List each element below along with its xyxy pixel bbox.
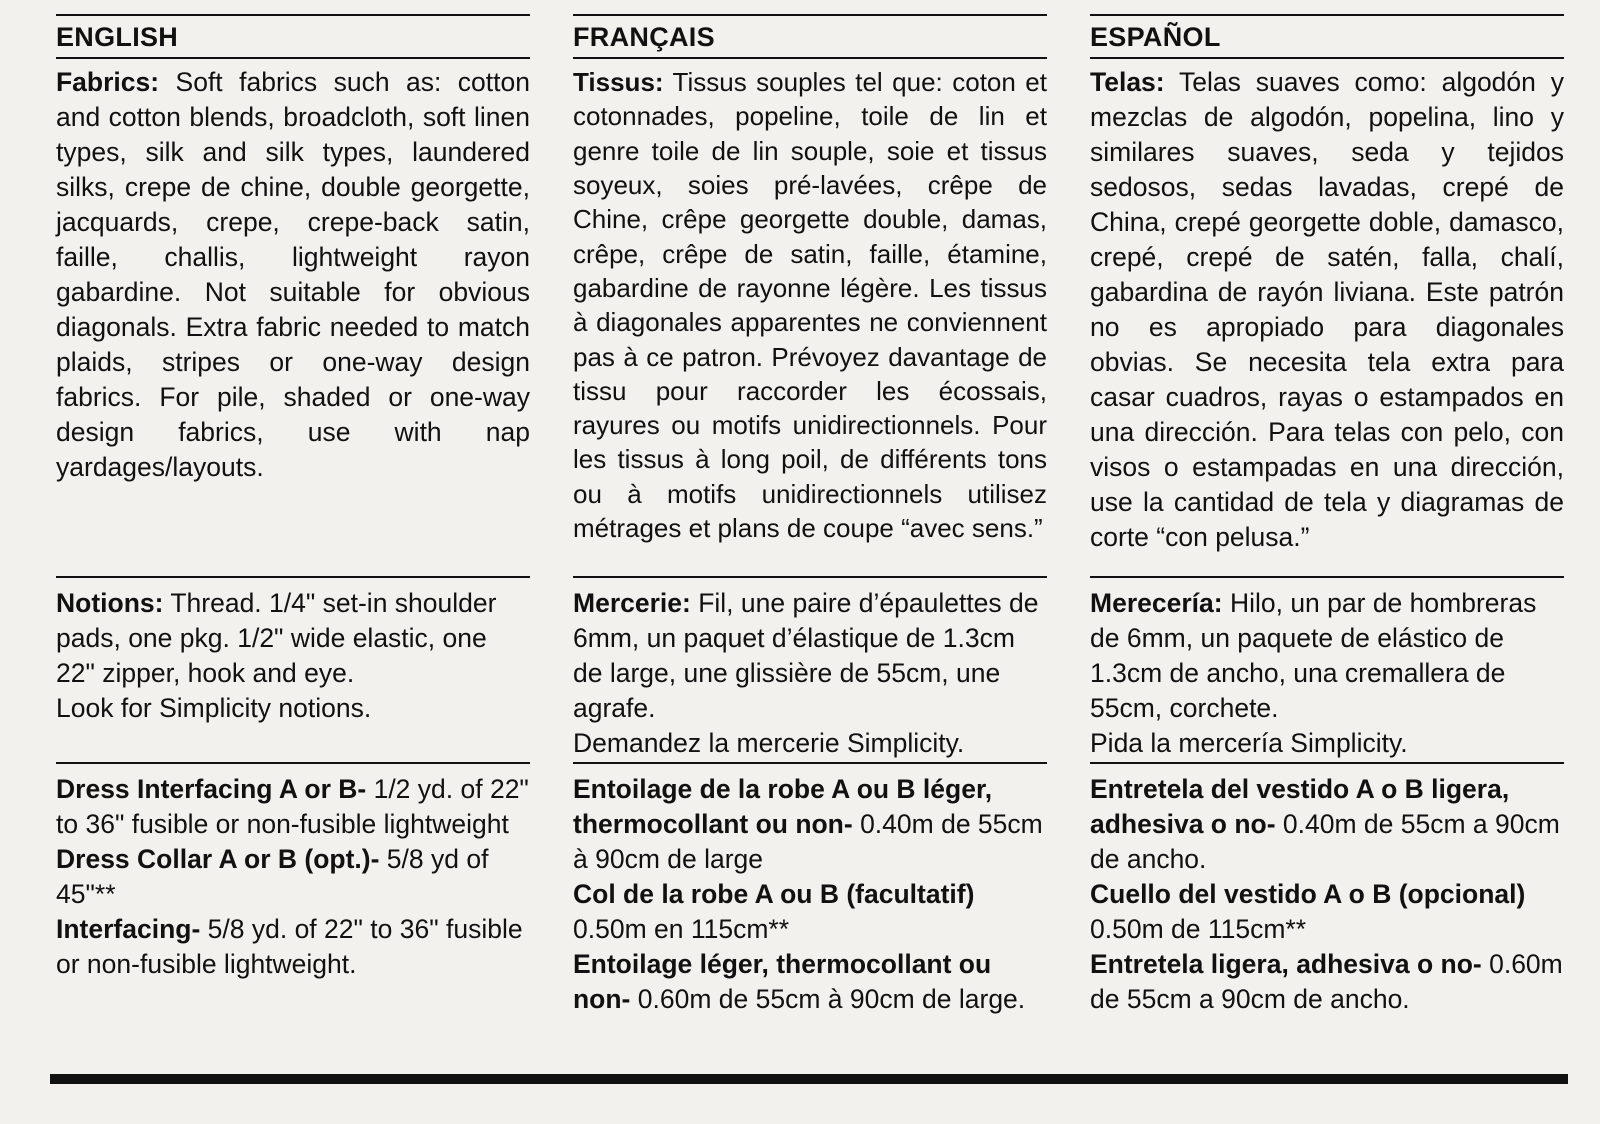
column-espanol bbox=[1090, 14, 1564, 1025]
dress-interfacing-espanol bbox=[1090, 772, 1564, 877]
notions-text-english: Thread. 1/4" set-in shoulder pads, one pkg. 1/2" wide elastic, one 22" zipper, hook and eye. bbox=[56, 588, 497, 688]
interfacing-text-espanol: 0.60m de 55cm a 90cm de ancho. bbox=[1090, 949, 1563, 1014]
pattern-instructions-page bbox=[56, 14, 1564, 1054]
fabrics-text-francais: Tissus souples tel que: coton et cotonnades, popeline, toile de lin et genre toile de lin souple, soie et tissus soyeux, soies pré-lavées, crêpe de Chine, crêpe georgette double, damas, crêpe, crêpe de satin, faille, étamine, gabardine de rayonne légère. Les tissus à diagonales apparentes ne conviennent pas à ce patron. Prévoyez davantage de tissu pour raccorder les écossais, rayures ou motifs unidirectionnels. Pour les tissus à long poil, de différents tons ou à motifs unidirectionnels utilisez métrages et plans de coupe “avec sens.” bbox=[573, 67, 1047, 544]
fabrics-text-english: Soft fabrics such as: cotton and cotton blends, broadcloth, soft linen types, silk and silk types, laundered silks, crepe de chine, double georgette, jacquards, crepe, crepe-back satin, faille, challis, lightweight rayon gabardine. Not suitable for obvious diagonals. Extra fabric needed to match plaids, stripes or one-way design fabrics. For pile, shaded or one-way design fabrics, use with nap yardages/layouts. bbox=[56, 67, 530, 482]
interfacing-section-francais bbox=[573, 764, 1047, 1025]
bottom-rule bbox=[50, 1074, 1568, 1084]
dress-collar-text-english: 5/8 yd of 45"** bbox=[56, 844, 489, 909]
language-columns bbox=[56, 14, 1564, 1025]
column-english bbox=[56, 14, 530, 1025]
notions-label-english: Notions: bbox=[56, 588, 164, 618]
interfacing-section-english bbox=[56, 764, 530, 990]
dress-collar-label-francais: Col de la robe A ou B (facultatif) bbox=[573, 879, 975, 909]
header-francais: FRANÇAIS bbox=[573, 14, 1047, 59]
interfacing-label-espanol: Entretela ligera, adhesiva o no- bbox=[1090, 949, 1482, 979]
fabrics-text-espanol: Telas suaves como: algodón y mezclas de algodón, popelina, lino y similares suaves, seda y tejidos sedosos, sedas lavadas, crepé de China, crepé georgette doble, damasco, crepé, crepé de satén, falla, chalí, gabardina de rayón liviana. Este patrón no es apropiado para diagonales obvias. Se necesita tela extra para casar cuadros, rayas o estampados en una dirección. Para telas con pelo, con visos o estampadas en una dirección, use la cantidad de tela y diagramas de corte “con pelusa.” bbox=[1090, 67, 1564, 552]
dress-interfacing-francais bbox=[573, 772, 1047, 877]
column-francais bbox=[573, 14, 1047, 1025]
dress-interfacing-text-francais: 0.40m de 55cm à 90cm de large bbox=[573, 809, 1043, 874]
interfacing-text-english: 5/8 yd. of 22" to 36" fusible or non-fusible lightweight. bbox=[56, 914, 523, 979]
dress-interfacing-text-espanol: 0.40m de 55cm a 90cm de ancho. bbox=[1090, 809, 1560, 874]
dress-interfacing-label-english: Dress Interfacing A or B- bbox=[56, 774, 367, 804]
dress-collar-label-espanol: Cuello del vestido A o B (opcional) bbox=[1090, 879, 1526, 909]
header-espanol: ESPAÑOL bbox=[1090, 14, 1564, 59]
fabrics-section-espanol bbox=[1090, 59, 1564, 578]
notions-section-english bbox=[56, 578, 530, 764]
notions-extra-english: Look for Simplicity notions. bbox=[56, 693, 372, 723]
notions-text-francais: Fil, une paire d’épaulettes de 6mm, un paquet d’élastique de 1.3cm de large, une glissière de 55cm, une agrafe. bbox=[573, 588, 1039, 723]
notions-extra-espanol: Pida la mercería Simplicity. bbox=[1090, 728, 1408, 758]
dress-collar-label-english: Dress Collar A or B (opt.)- bbox=[56, 844, 380, 874]
interfacing-francais bbox=[573, 947, 1047, 1017]
interfacing-text-francais: 0.60m de 55cm à 90cm de large. bbox=[630, 984, 1026, 1014]
notions-section-espanol bbox=[1090, 578, 1564, 764]
fabrics-label-francais: Tissus: bbox=[573, 67, 664, 97]
notions-section-francais bbox=[573, 578, 1047, 764]
dress-interfacing-label-espanol: Entretela del vestido A o B ligera, adhesiva o no- bbox=[1090, 774, 1510, 839]
fabrics-label-english: Fabrics: bbox=[56, 67, 160, 97]
interfacing-espanol bbox=[1090, 947, 1564, 1017]
dress-interfacing-english bbox=[56, 772, 530, 842]
fabrics-section-francais bbox=[573, 59, 1047, 578]
notions-label-francais: Mercerie: bbox=[573, 588, 691, 618]
fabrics-section-english bbox=[56, 59, 530, 578]
interfacing-label-francais: Entoilage léger, thermocollant ou non- bbox=[573, 949, 992, 1014]
interfacing-english bbox=[56, 912, 530, 982]
notions-text-espanol: Hilo, un par de hombreras de 6mm, un paquete de elástico de 1.3cm de ancho, una cremallera de 55cm, corchete. bbox=[1090, 588, 1537, 723]
dress-collar-text-francais: 0.50m en 115cm** bbox=[573, 914, 790, 944]
dress-collar-francais bbox=[573, 877, 1047, 947]
interfacing-section-espanol bbox=[1090, 764, 1564, 1025]
dress-interfacing-text-english: 1/2 yd. of 22" to 36" fusible or non-fusible lightweight bbox=[56, 774, 529, 839]
fabrics-label-espanol: Telas: bbox=[1090, 67, 1165, 97]
notions-extra-francais: Demandez la mercerie Simplicity. bbox=[573, 728, 965, 758]
dress-interfacing-label-francais: Entoilage de la robe A ou B léger, thermocollant ou non- bbox=[573, 774, 993, 839]
notions-label-espanol: Merecería: bbox=[1090, 588, 1223, 618]
dress-collar-english bbox=[56, 842, 530, 912]
dress-collar-espanol bbox=[1090, 877, 1564, 947]
header-english: ENGLISH bbox=[56, 14, 530, 59]
dress-collar-text-espanol: 0.50m de 115cm** bbox=[1090, 914, 1307, 944]
interfacing-label-english: Interfacing- bbox=[56, 914, 201, 944]
